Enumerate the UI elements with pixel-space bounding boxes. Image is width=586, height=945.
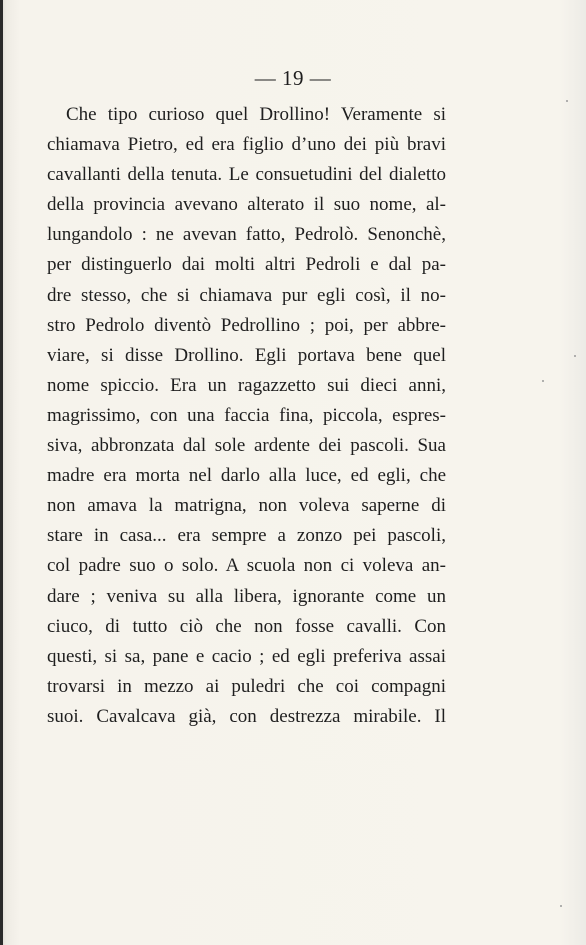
body-text — [47, 100, 446, 732]
text-line: stare in casa... era sempre a zonzo pei pascoli, — [47, 525, 446, 547]
text-line: della provincia avevano alterato il suo nome, al- — [47, 194, 446, 216]
text-line: Che tipo curioso quel Drollino! Veramente si — [66, 104, 446, 125]
page-binding-edge — [0, 0, 3, 945]
paper-speck — [560, 905, 562, 907]
text-line: ciuco, di tutto ciò che non fosse cavalli. Con — [47, 615, 446, 637]
text-line: questi, si sa, pane e cacio ; ed egli preferiva assai — [47, 645, 446, 667]
page-number: — 19 — — [254, 66, 332, 90]
text-line: trovarsi in mezzo ai puledri che coi compagni — [47, 675, 446, 697]
text-line: suoi. Cavalcava già, con destrezza mirabile. Il — [47, 705, 446, 727]
text-line: magrissimo, con una faccia fina, piccola, espres- — [47, 404, 446, 426]
text-line: nome spiccio. Era un ragazzetto sui dieci anni, — [47, 374, 446, 396]
text-line: stro Pedrolo diventò Pedrollino ; poi, per abbre- — [47, 314, 446, 336]
text-line: per distinguerlo dai molti altri Pedroli e dal pa- — [47, 254, 446, 276]
text-line: dre stesso, che si chiamava pur egli così, il no- — [47, 284, 446, 306]
text-line: madre era morta nel darlo alla luce, ed egli, che — [47, 465, 446, 487]
text-line: chiamava Pietro, ed era figlio d’uno dei più bravi — [47, 134, 446, 156]
paper-speck — [574, 355, 576, 357]
paper-speck — [566, 100, 568, 102]
text-line: lungandolo : ne avevan fatto, Pedrolò. Senonchè, — [47, 224, 446, 246]
paper-speck — [542, 380, 544, 382]
text-line: col padre suo o solo. A scuola non ci voleva an- — [47, 555, 446, 577]
text-line: dare ; veniva su alla libera, ignorante come un — [47, 585, 446, 607]
text-line: cavallanti della tenuta. Le consuetudini del dialetto — [47, 164, 446, 186]
text-line: viare, si disse Drollino. Egli portava bene quel — [47, 344, 446, 366]
text-line: non amava la matrigna, non voleva saperne di — [47, 495, 446, 517]
text-line: siva, abbronzata dal sole ardente dei pascoli. Sua — [47, 435, 446, 457]
